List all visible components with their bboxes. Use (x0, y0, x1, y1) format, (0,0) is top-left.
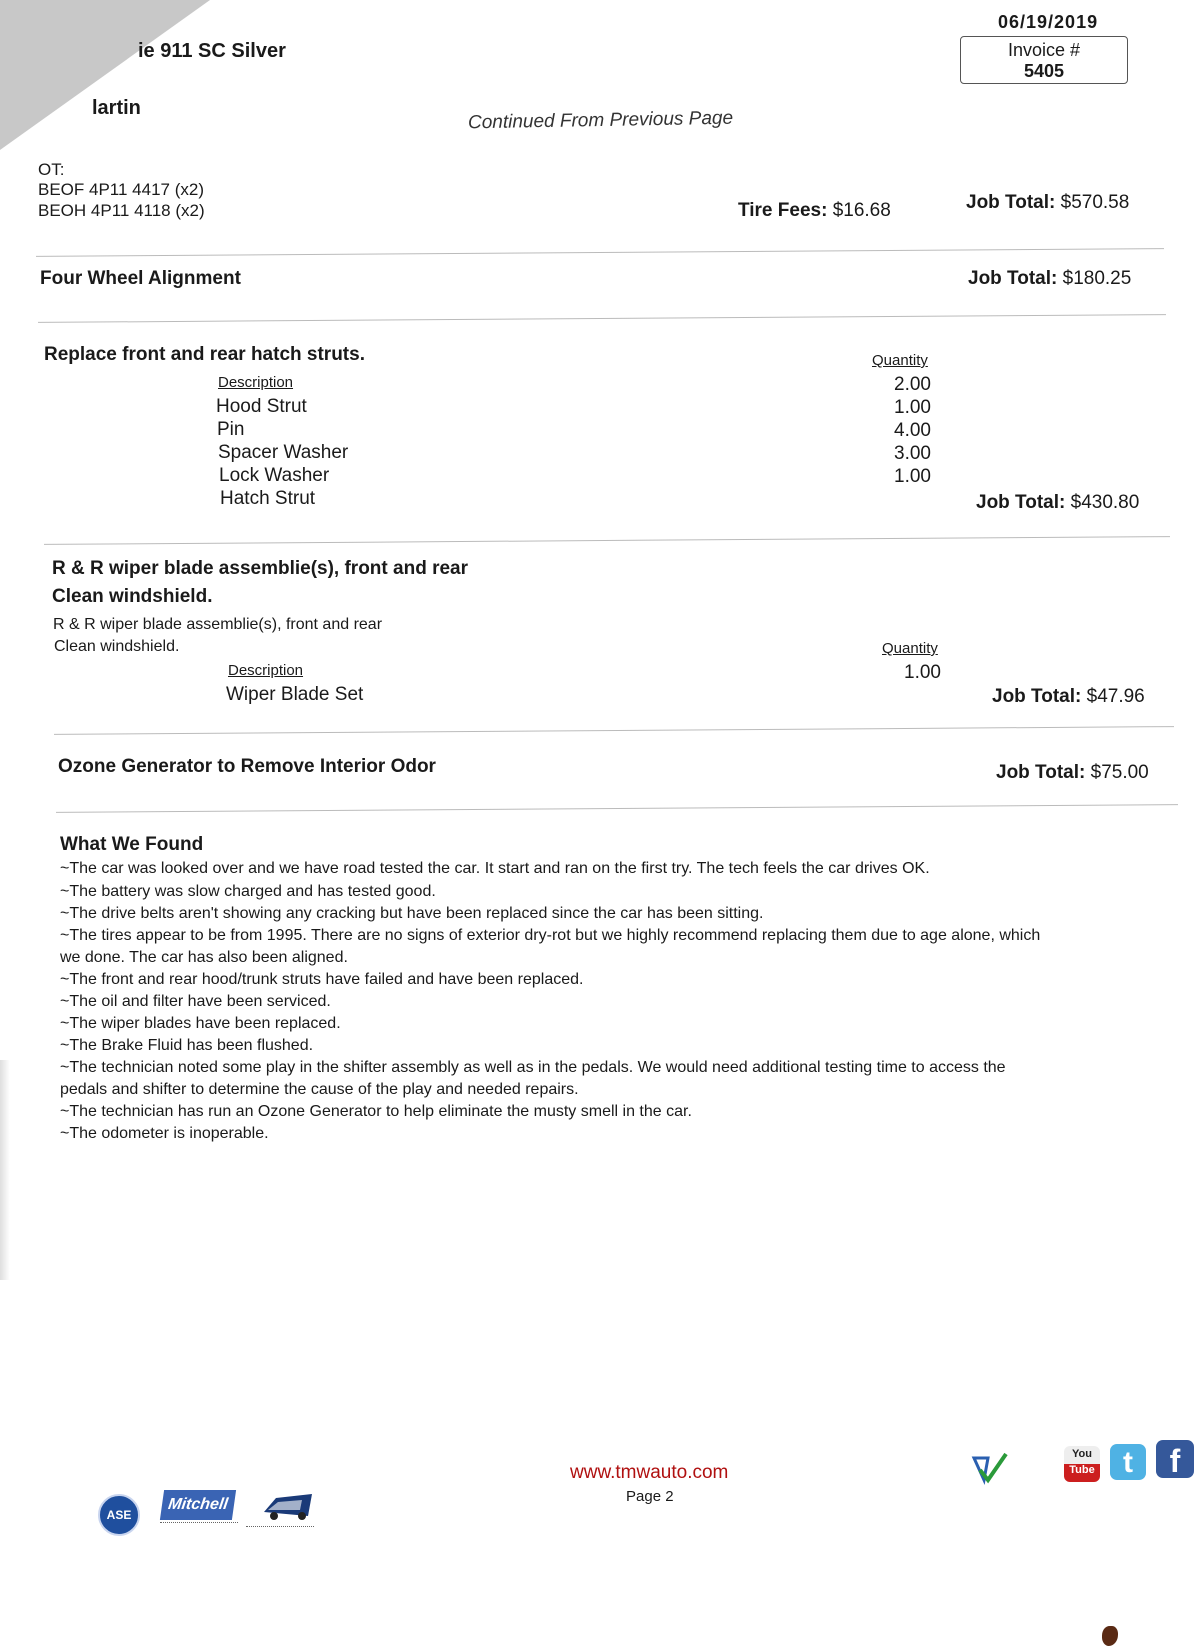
job-title-ozone: Ozone Generator to Remove Interior Odor (58, 756, 436, 777)
job-total-wipers (992, 686, 1145, 708)
job-total-ozone (996, 762, 1149, 784)
scan-shadow (0, 1060, 10, 1280)
finding-line: ~The oil and filter have been serviced. (60, 993, 331, 1010)
facebook-icon[interactable]: f (1156, 1440, 1194, 1478)
job-total-label: Job Total: (968, 268, 1058, 289)
job-total-value: $75.00 (1090, 762, 1149, 783)
description-header: Description (228, 662, 304, 679)
finding-line: ~The battery was slow charged and has tested good. (60, 883, 436, 900)
part-name: Lock Washer (219, 465, 330, 486)
job-total-label: Job Total: (976, 492, 1066, 513)
part-name: Hood Strut (216, 396, 307, 417)
divider (38, 314, 1166, 323)
invoice-date: 06/19/2019 (998, 12, 1099, 32)
finding-line: ~The car was looked over and we have road tested the car. It start and ran on the first try. The tech feels the car drives OK. (60, 860, 930, 877)
part-name: Pin (217, 419, 245, 440)
continued-notice: Continued From Previous Page (467, 107, 734, 134)
job-total-value: $180.25 (1062, 268, 1132, 289)
finding-line: pedals and shifter to determine the cause of the play and needed repairs. (60, 1081, 579, 1098)
ase-logo: ASE (98, 1494, 140, 1536)
divider (44, 536, 1170, 545)
mitchell-logo: Mitchell (160, 1490, 236, 1520)
customer-name: lartin (92, 97, 141, 119)
tire-fees-value: $16.68 (832, 200, 891, 221)
finding-line: ~The technician noted some play in the shifter assembly as well as in the pedals. We would need additional testing time to access the (60, 1059, 1006, 1076)
job-total-tires (966, 192, 1129, 214)
twitter-icon[interactable]: t (1110, 1444, 1146, 1480)
finding-line: ~The wiper blades have been replaced. (60, 1015, 341, 1032)
job-note: R & R wiper blade assemblie(s), front and rear (53, 616, 383, 633)
part-name: Spacer Washer (218, 442, 349, 463)
part-qty: 2.00 (894, 374, 931, 395)
part-qty: 1.00 (894, 466, 931, 487)
job-total-value: $430.80 (1070, 492, 1140, 513)
page-corner-fold (0, 0, 210, 150)
findings-title: What We Found (60, 834, 204, 855)
job-title-alignment: Four Wheel Alignment (40, 268, 241, 289)
vehicle-name: ie 911 SC Silver (138, 40, 286, 62)
finding-line: ~The Brake Fluid has been flushed. (60, 1037, 314, 1054)
part-name: Hatch Strut (220, 488, 316, 509)
invoice-box (960, 36, 1128, 84)
dot-label: OT: (38, 160, 65, 179)
job-title-wipers-line2: Clean windshield. (52, 586, 213, 607)
job-total-label: Job Total: (992, 686, 1082, 707)
invoice-number: 5405 (1023, 61, 1065, 81)
tire-fees (738, 200, 891, 222)
youtube-icon-top: You (1072, 1448, 1092, 1460)
finding-line: we done. The car has also been aligned. (60, 949, 348, 966)
youtube-icon[interactable] (1064, 1446, 1100, 1482)
finding-line: ~The tires appear to be from 1995. There are no signs of exterior dry-rot but we highly recommend replacing them due to age alone, which (60, 927, 1041, 944)
page-number: Page 2 (626, 1488, 674, 1505)
finding-line: ~The odometer is inoperable. (60, 1125, 269, 1142)
job-note: Clean windshield. (54, 638, 180, 655)
finding-line: ~The front and rear hood/trunk struts have failed and have been replaced. (60, 971, 584, 988)
youtube-icon-bottom: Tube (1069, 1464, 1095, 1476)
tire-fees-label: Tire Fees: (738, 200, 828, 221)
divider (36, 248, 1164, 257)
job-total-value: $570.58 (1060, 192, 1130, 213)
job-title-wipers: R & R wiper blade assemblie(s), front and rear (52, 558, 468, 579)
job-total-value: $47.96 (1086, 686, 1145, 707)
quantity-header: Quantity (882, 640, 938, 657)
quantity-header: Quantity (872, 352, 928, 369)
dot-line: BEOH 4P11 4118 (x2) (38, 201, 205, 220)
job-total-alignment (968, 268, 1131, 290)
website-link[interactable]: www.tmwauto.com (570, 1462, 729, 1483)
part-qty: 1.00 (894, 397, 931, 418)
ink-blot (1102, 1626, 1118, 1646)
job-total-label: Job Total: (996, 762, 1086, 783)
part-qty: 3.00 (894, 443, 931, 464)
job-title-struts: Replace front and rear hatch struts. (44, 344, 365, 365)
car-logo-icon (262, 1490, 314, 1522)
job-total-label: Job Total: (966, 192, 1056, 213)
mitchell-logo-tagline (160, 1522, 238, 1526)
part-qty: 4.00 (894, 420, 931, 441)
divider (56, 804, 1178, 813)
job-total-struts (976, 492, 1139, 514)
finding-line: ~The technician has run an Ozone Generator to help eliminate the musty smell in the car. (60, 1103, 692, 1120)
part-name: Wiper Blade Set (226, 684, 364, 705)
divider (54, 726, 1174, 735)
description-header: Description (218, 374, 294, 391)
dot-line: BEOF 4P11 4417 (x2) (38, 180, 204, 199)
checkmark-badge-icon[interactable] (970, 1450, 1010, 1490)
part-qty: 1.00 (904, 662, 941, 683)
invoice-label: Invoice # (1007, 40, 1081, 60)
finding-line: ~The drive belts aren't showing any cracking but have been replaced since the car has been sitting. (60, 905, 764, 922)
car-logo-tagline (246, 1526, 314, 1529)
